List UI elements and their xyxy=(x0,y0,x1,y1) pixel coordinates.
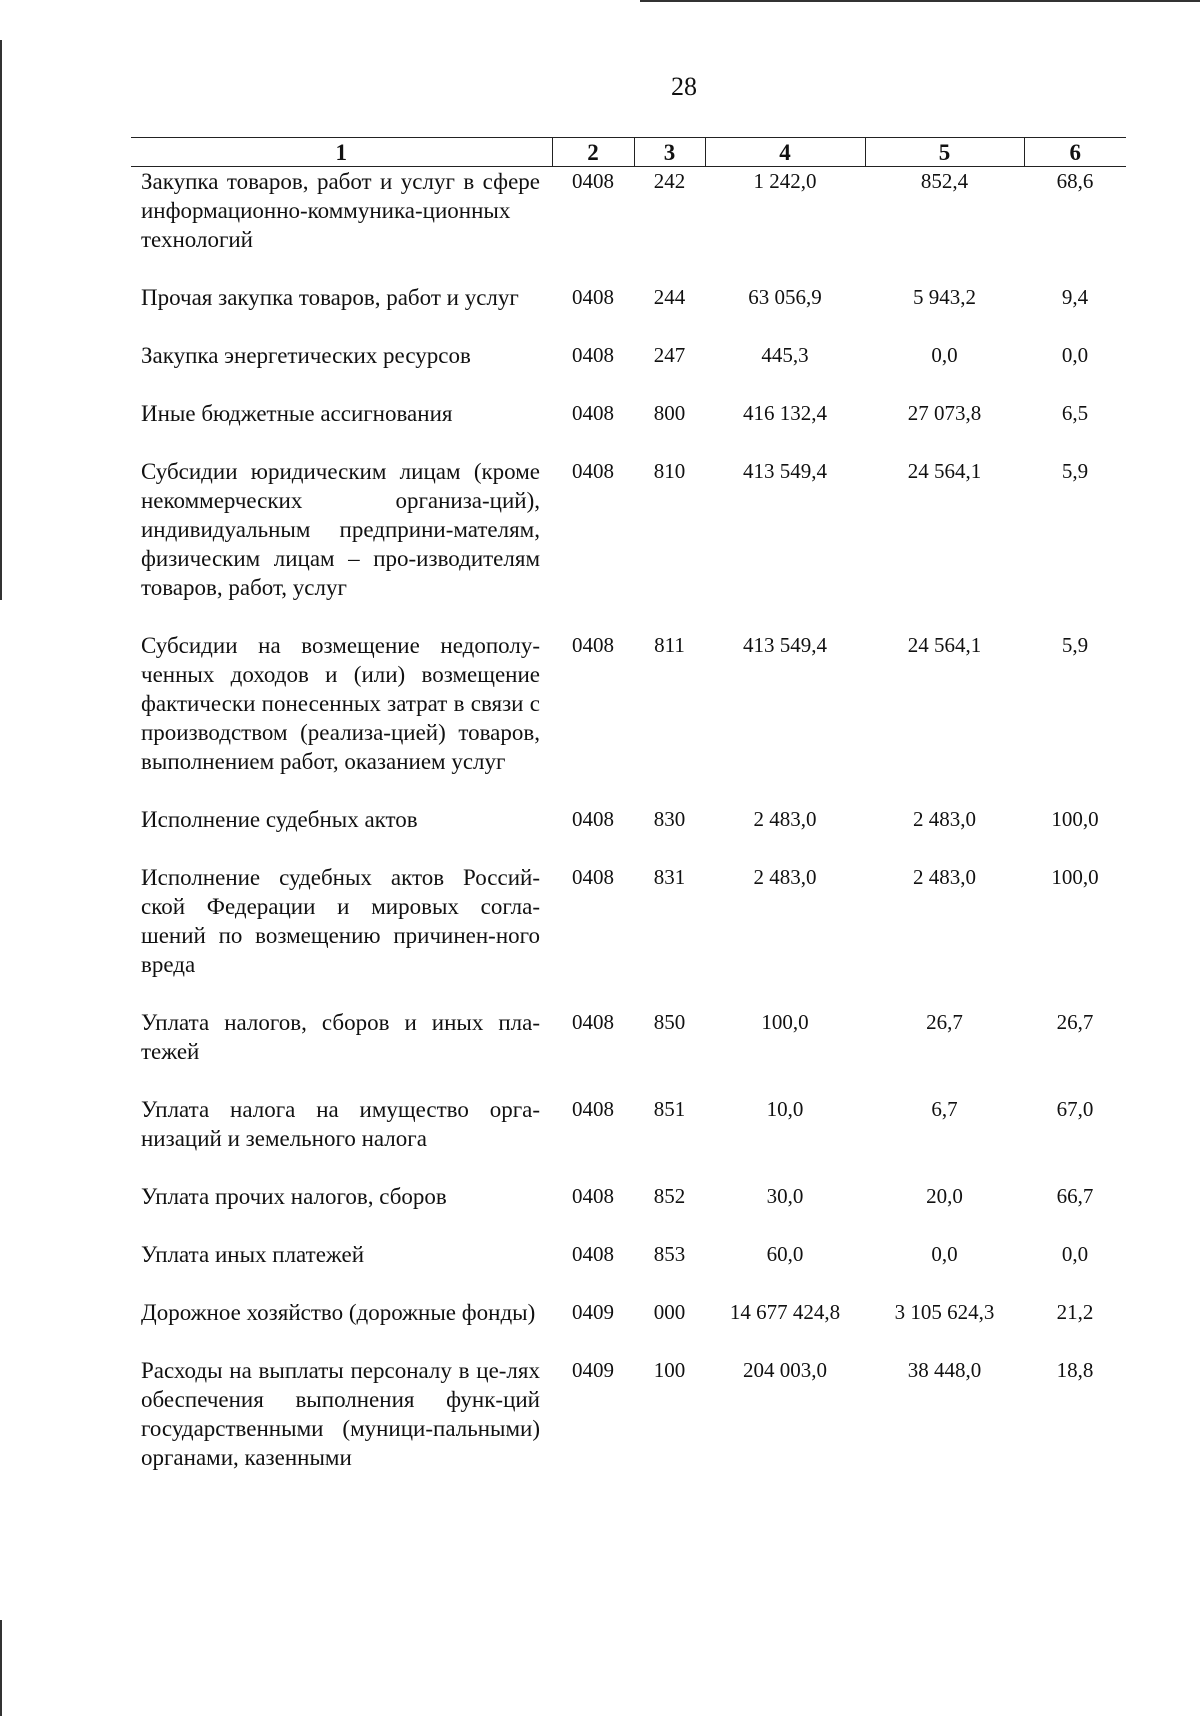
row-planned: 30,0 xyxy=(766,1184,804,1208)
col-header-4: 4 xyxy=(705,138,865,167)
row-actual: 24 564,1 xyxy=(907,459,982,483)
row-expense-type: 242 xyxy=(653,169,686,193)
row-planned: 413 549,4 xyxy=(743,459,827,483)
row-planned: 10,0 xyxy=(766,1097,804,1121)
header-row xyxy=(131,138,1126,167)
row-name: Закупка товаров, работ и услуг в сфере информационно-коммуника-ционных технологий xyxy=(141,169,540,252)
row-percent: 0,0 xyxy=(1061,1242,1089,1266)
row-name: Субсидии на возмещение недополу-ченных доходов и (или) возмещение фактически понесенных затрат в связи с производством (реализа-цией) товаров, выполнением работ, оказанием услуг xyxy=(141,633,540,774)
row-actual: 27 073,8 xyxy=(907,401,982,425)
row-section-code: 0408 xyxy=(572,1097,614,1121)
budget-table xyxy=(131,137,1126,1472)
row-planned: 413 549,4 xyxy=(743,633,827,657)
row-section-code: 0408 xyxy=(572,1242,614,1266)
col-header-1: 1 xyxy=(131,138,552,167)
row-planned: 100,0 xyxy=(761,1010,809,1034)
row-expense-type: 100 xyxy=(653,1358,686,1382)
row-expense-type: 851 xyxy=(653,1097,686,1121)
row-name: Закупка энергетических ресурсов xyxy=(141,343,471,368)
row-actual: 38 448,0 xyxy=(907,1358,982,1382)
col-header-2: 2 xyxy=(552,138,634,167)
row-section-code: 0408 xyxy=(572,285,614,309)
row-name: Уплата налогов, сборов и иных пла-тежей xyxy=(141,1010,540,1064)
row-planned: 445,3 xyxy=(761,343,809,367)
row-expense-type: 853 xyxy=(653,1242,686,1266)
table-row xyxy=(131,805,1126,863)
table-body xyxy=(131,167,1126,1473)
table-row xyxy=(131,1240,1126,1298)
row-percent: 67,0 xyxy=(1056,1097,1094,1121)
row-actual: 0,0 xyxy=(931,1242,958,1266)
row-section-code: 0408 xyxy=(572,1184,614,1208)
scan-edge-left-lower xyxy=(0,1620,2,1716)
row-expense-type: 247 xyxy=(653,343,686,367)
row-actual: 5 943,2 xyxy=(913,285,976,309)
row-percent: 9,4 xyxy=(1061,285,1089,309)
scan-edge-left xyxy=(0,40,2,600)
row-section-code: 0408 xyxy=(572,865,614,889)
row-planned: 2 483,0 xyxy=(753,865,817,889)
scan-edge-top xyxy=(640,0,1200,2)
row-expense-type: 000 xyxy=(653,1300,686,1324)
table-row xyxy=(131,631,1126,805)
row-percent: 26,7 xyxy=(1056,1010,1094,1034)
row-actual: 0,0 xyxy=(931,343,958,367)
row-name: Субсидии юридическим лицам (кроме некоммерческих организа-ций), индивидуальным предприни-мателям, физическим лицам – про-изводителям товаров, работ, услуг xyxy=(141,459,540,600)
col-header-6: 6 xyxy=(1024,138,1126,167)
table-row xyxy=(131,457,1126,631)
table-row xyxy=(131,1182,1126,1240)
row-percent: 68,6 xyxy=(1056,169,1094,193)
row-actual: 6,7 xyxy=(931,1097,958,1121)
row-expense-type: 811 xyxy=(654,633,685,657)
row-actual: 26,7 xyxy=(926,1010,963,1034)
row-percent: 100,0 xyxy=(1051,807,1099,831)
table-row xyxy=(131,399,1126,457)
row-actual: 20,0 xyxy=(926,1184,963,1208)
row-name: Иные бюджетные ассигнования xyxy=(141,401,453,426)
row-section-code: 0408 xyxy=(572,343,614,367)
row-name: Дорожное хозяйство (дорожные фонды) xyxy=(141,1300,536,1325)
row-expense-type: 800 xyxy=(653,401,686,425)
row-name: Исполнение судебных актов xyxy=(141,807,418,832)
row-expense-type: 852 xyxy=(653,1184,686,1208)
row-planned: 14 677 424,8 xyxy=(729,1300,841,1324)
row-name: Уплата иных платежей xyxy=(141,1242,365,1267)
row-name: Прочая закупка товаров, работ и услуг xyxy=(141,285,519,310)
row-percent: 0,0 xyxy=(1061,343,1089,367)
row-percent: 5,9 xyxy=(1061,459,1089,483)
row-expense-type: 831 xyxy=(653,865,686,889)
col-header-3: 3 xyxy=(634,138,705,167)
row-name: Расходы на выплаты персоналу в це-лях обеспечения выполнения функ-ций государственными (муници-пальными) органами, казенными xyxy=(141,1358,540,1470)
row-planned: 416 132,4 xyxy=(743,401,827,425)
row-actual: 24 564,1 xyxy=(907,633,982,657)
row-planned: 204 003,0 xyxy=(743,1358,827,1382)
row-section-code: 0408 xyxy=(572,459,614,483)
row-section-code: 0408 xyxy=(572,401,614,425)
row-expense-type: 830 xyxy=(653,807,686,831)
table-row xyxy=(131,1298,1126,1356)
row-planned: 1 242,0 xyxy=(753,169,817,193)
row-section-code: 0408 xyxy=(572,633,614,657)
table-row xyxy=(131,341,1126,399)
row-percent: 66,7 xyxy=(1056,1184,1094,1208)
row-name: Исполнение судебных актов Россий-ской Федерации и мировых согла-шений по возмещению причинен-ного вреда xyxy=(141,865,540,977)
row-actual: 3 105 624,3 xyxy=(894,1300,995,1324)
row-planned: 60,0 xyxy=(766,1242,804,1266)
row-percent: 21,2 xyxy=(1056,1300,1094,1324)
table-row xyxy=(131,167,1126,284)
row-name: Уплата прочих налогов, сборов xyxy=(141,1184,447,1209)
table-row xyxy=(131,1095,1126,1182)
table-row xyxy=(131,1008,1126,1095)
row-expense-type: 810 xyxy=(653,459,686,483)
row-actual: 2 483,0 xyxy=(913,807,976,831)
table-row xyxy=(131,283,1126,341)
table-row xyxy=(131,1356,1126,1472)
row-percent: 100,0 xyxy=(1051,865,1099,889)
row-percent: 5,9 xyxy=(1061,633,1089,657)
col-header-5: 5 xyxy=(865,138,1024,167)
row-actual: 2 483,0 xyxy=(913,865,976,889)
row-name: Уплата налога на имущество орга-низаций и земельного налога xyxy=(141,1097,540,1151)
row-expense-type: 850 xyxy=(653,1010,686,1034)
row-planned: 2 483,0 xyxy=(753,807,817,831)
row-percent: 18,8 xyxy=(1056,1358,1094,1382)
row-section-code: 0409 xyxy=(572,1300,614,1324)
row-section-code: 0409 xyxy=(572,1358,614,1382)
table-row xyxy=(131,863,1126,1008)
row-planned: 63 056,9 xyxy=(748,285,822,309)
row-section-code: 0408 xyxy=(572,169,614,193)
row-expense-type: 244 xyxy=(653,285,686,309)
row-section-code: 0408 xyxy=(572,1010,614,1034)
table-header xyxy=(131,138,1126,167)
row-actual: 852,4 xyxy=(920,169,969,193)
page-number: 28 xyxy=(671,72,697,101)
row-percent: 6,5 xyxy=(1061,401,1089,425)
row-section-code: 0408 xyxy=(572,807,614,831)
